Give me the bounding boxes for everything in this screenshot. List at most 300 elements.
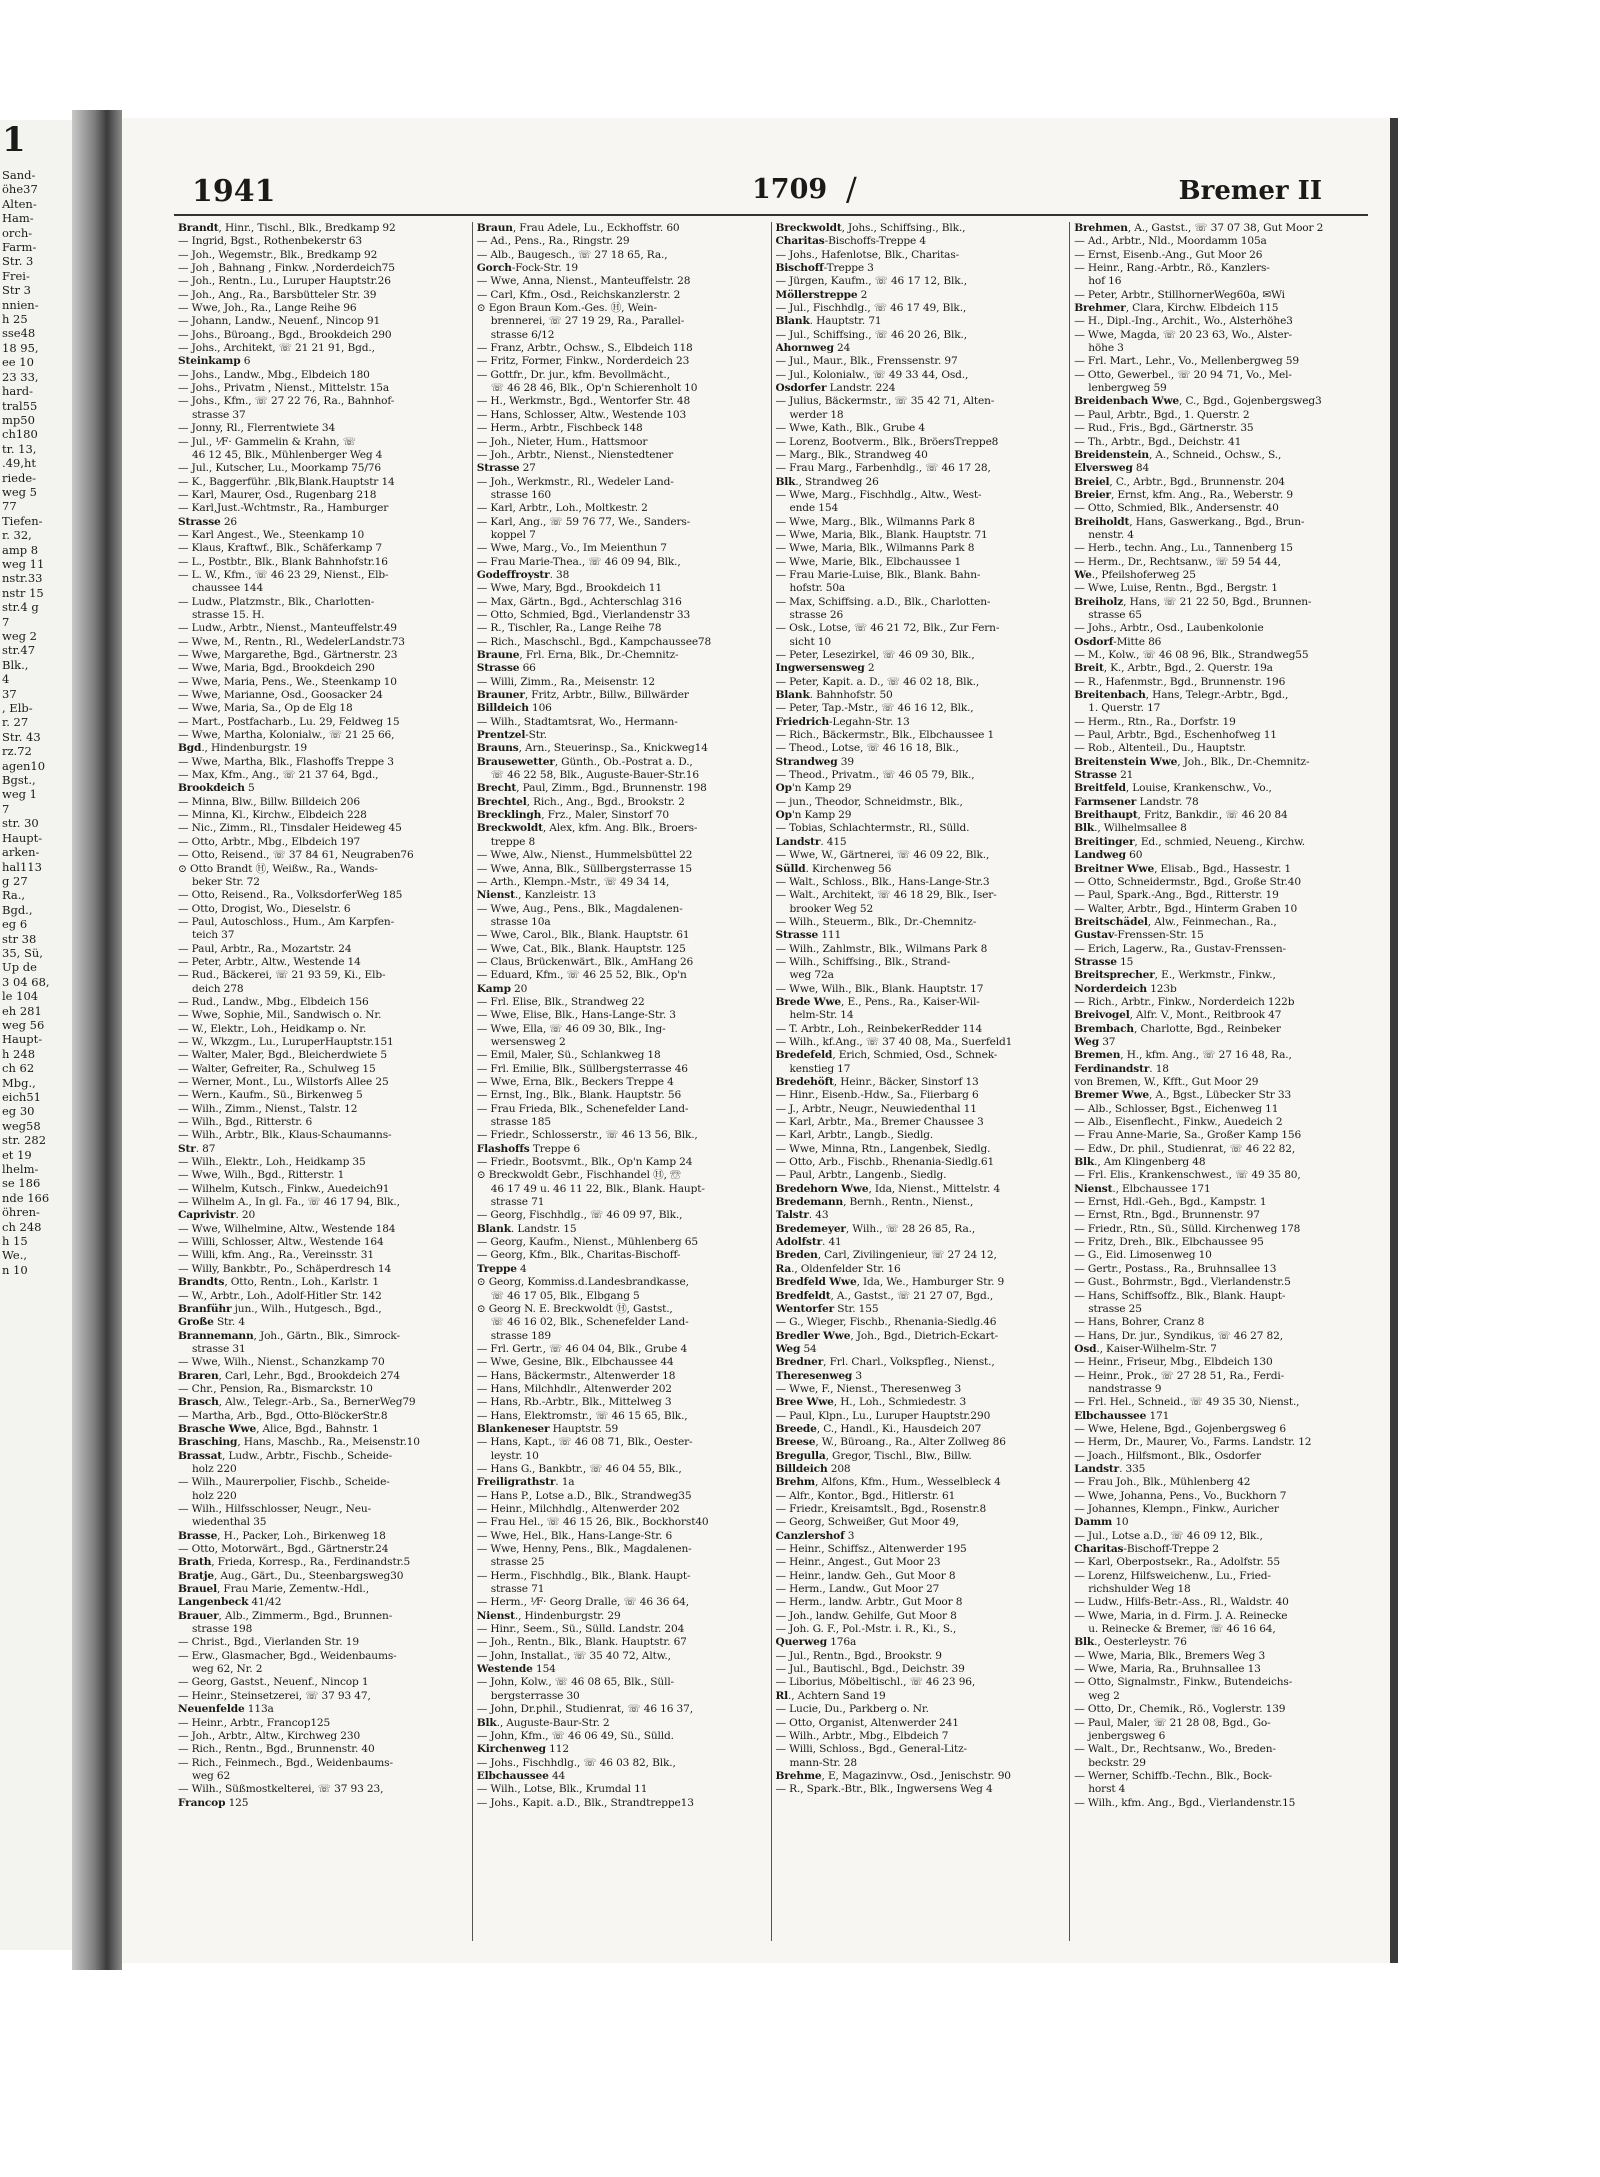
directory-entry: Bredemeyer, Wilh., ☏ 28 26 85, Ra., [775, 1222, 976, 1235]
directory-entry: Breidenbach Wwe, C., Bgd., Gojenbergsweg3 [1074, 395, 1322, 408]
directory-entry: — Ernst, Hdl.-Geh., Bgd., Kampstr. 1 [1074, 1196, 1267, 1209]
directory-entry: — Paul, Arbtr., Ra., Mozartstr. 24 [178, 942, 352, 955]
directory-entry: Breckwoldt, Alex, kfm. Ang. Blk., Broers- [476, 822, 698, 835]
prev-page-text: Tiefen- [2, 513, 43, 528]
directory-entry: — Joh., Ang., Ra., Barsbütteler Str. 39 [178, 288, 377, 301]
directory-entry: weg 62 [192, 1769, 231, 1782]
prev-page-text: 35, Sü, [2, 945, 43, 960]
directory-entry: Theresenweg 3 [775, 1369, 862, 1382]
directory-entry: — H., Werkmstr., Bgd., Wentorfer Str. 48 [476, 395, 691, 408]
directory-entry: — Hans, Rb.-Arbtr., Blk., Mittelweg 3 [476, 1396, 672, 1409]
directory-entry: — Joh., Wegemstr., Blk., Bredkamp 92 [178, 248, 378, 261]
directory-entry: Elversweg 84 [1074, 462, 1150, 475]
prev-page-text: .49,ht [2, 456, 36, 471]
directory-entry: deich 278 [192, 982, 244, 995]
directory-entry: — Otto, Reisend., ☏ 37 84 61, Neugraben76 [178, 849, 414, 862]
directory-entry: Breitenbach, Hans, Telegr.-Arbtr., Bgd., [1074, 689, 1289, 702]
prev-page-text: Bgst., [2, 773, 36, 788]
directory-entry: — Peter, Arbtr., Altw., Westende 14 [178, 955, 361, 968]
directory-entry: — Wern., Kaufm., Sü., Birkenweg 5 [178, 1089, 363, 1102]
prev-page-text: weg58 [2, 1118, 41, 1133]
directory-entry: — John, Kolw., ☏ 46 08 65, Blk., Süll- [476, 1676, 674, 1689]
directory-entry: Bischoff-Treppe 3 [775, 262, 874, 275]
prev-page-text: amp 8 [2, 542, 39, 557]
directory-entry: — Joh., Nieter, Hum., Hattsmoor [476, 435, 648, 448]
directory-entry: — Wilh., Arbtr., Mbg., Elbdeich 7 [775, 1729, 949, 1742]
prev-page-text: orch- [2, 225, 33, 240]
directory-entry: Landweg 60 [1074, 849, 1143, 862]
directory-entry: — Wwe, Wilh., Bgd., Ritterstr. 1 [178, 1169, 345, 1182]
directory-entry: — John, Kfm., ☏ 46 06 49, Sü., Sülld. [476, 1729, 674, 1742]
directory-entry: Breidenstein, A., Schneid., Ochsw., S., [1074, 448, 1282, 461]
directory-entry: Op'n Kamp 29 [775, 782, 852, 795]
directory-entry: — Peter, Kapit. a. D., ☏ 46 02 18, Blk., [775, 675, 980, 688]
directory-entry: — Hinr., Eisenb.-Hdw., Sa., Fiierbarg 6 [775, 1089, 979, 1102]
directory-entry: Braren, Carl, Lehr., Bgd., Brookdeich 274 [178, 1369, 401, 1382]
directory-entry: — Julius, Bäckermstr., ☏ 35 42 71, Alten- [775, 395, 995, 408]
directory-entry: — Jul., Schiffsing., ☏ 46 20 26, Blk., [775, 328, 967, 341]
directory-entry: Brehm, Alfons, Kfm., Hum., Wesselbleck 4 [775, 1476, 1001, 1489]
directory-entry: 46 17 49 u. 46 11 22, Blk., Blank. Haupt- [490, 1182, 705, 1195]
directory-entry: Bremer Wwe, A., Bgst., Lübecker Str 33 [1074, 1089, 1292, 1102]
directory-entry: kenstieg 17 [789, 1062, 851, 1075]
prev-page-text: ee 10 [2, 355, 34, 370]
prev-page-text: hal113 [2, 859, 42, 874]
directory-entry: Ra., Oldenfelder Str. 16 [775, 1262, 901, 1275]
directory-entry: — Wwe, Margarethe, Bgd., Gärtnerstr. 23 [178, 649, 398, 661]
directory-entry: — Friedr., Bootsvmt., Blk., Op'n Kamp 24 [476, 1156, 693, 1169]
directory-entry: — Otto, Gewerbel., ☏ 20 94 71, Vo., Mel- [1074, 368, 1292, 381]
directory-entry: — Theod., Privatm., ☏ 46 05 79, Blk., [775, 769, 975, 782]
directory-entry: Prentzel-Str. [476, 729, 547, 742]
directory-entry: — Herm., Dr., Rechtsanw., ☏ 59 54 44, [1074, 555, 1281, 568]
directory-entry: — Otto, Arbtr., Mbg., Elbdeich 197 [178, 835, 361, 848]
directory-entry: Brauer, Alb., Zimmerm., Bgd., Brunnen- [178, 1609, 393, 1622]
directory-entry: — Osk., Lotse, ☏ 46 21 72, Blk., Zur Fern- [775, 622, 1000, 635]
directory-entry: strasse 25 [490, 1556, 545, 1569]
directory-entry: Weg 54 [775, 1342, 817, 1355]
directory-entry: u. Reinecke & Bremer, ☏ 46 16 64, [1088, 1623, 1276, 1636]
directory-entry: — Willi, kfm. Ang., Ra., Vereinsstr. 31 [178, 1249, 374, 1262]
directory-entry: — W., Arbtr., Loh., Adolf-Hitler Str. 142 [178, 1289, 382, 1302]
directory-entry: — R., Hafenmstr., Bgd., Brunnenstr. 196 [1074, 675, 1286, 688]
directory-entry: holz 220 [192, 1489, 237, 1502]
prev-page-text: mp50 [2, 412, 35, 427]
directory-entry: — Christ., Bgd., Vierlanden Str. 19 [178, 1636, 359, 1649]
directory-entry: — Ernst, Rtn., Bgd., Brunnenstr. 97 [1074, 1209, 1260, 1222]
prev-page-text: str.47 [2, 643, 36, 658]
directory-entry: strasse 65 [1088, 608, 1142, 621]
directory-entry: — Frau Marie-Thea., ☏ 46 09 94, Blk., [476, 555, 681, 568]
directory-entry: — Joh. G. F., Pol.-Mstr. i. R., Ki., S., [775, 1623, 957, 1636]
directory-entry: mann-Str. 28 [789, 1756, 857, 1769]
directory-entry: — Wwe, Marg., Fischhdlg., Altw., West- [775, 488, 982, 501]
directory-entry: ⊙ Otto Brandt Ⓗ, Weißw., Ra., Wands- [178, 862, 378, 875]
directory-entry: — Wwe, Martha, Kolonialw., ☏ 21 25 66, [178, 729, 395, 742]
directory-entry: — Frl. Elise, Blk., Strandweg 22 [476, 995, 645, 1008]
directory-entry: Talstr. 43 [775, 1209, 829, 1222]
directory-entry: — W., Elektr., Loh., Heidkamp o. Nr. [178, 1022, 367, 1035]
directory-entry: — Georg, Kfm., Blk., Charitas-Bischoff- [476, 1249, 681, 1262]
directory-entry: — Wwe, Erna, Blk., Beckers Treppe 4 [476, 1076, 674, 1088]
directory-entry: — Rob., Altenteil., Du., Hauptstr. [1074, 742, 1246, 755]
directory-entry: Breede, C., Handl., Ki., Hausdeich 207 [775, 1422, 982, 1435]
directory-entry: — Wwe, Maria, Blk., Blank. Hauptstr. 71 [775, 528, 988, 541]
directory-entry: — Ad., Pens., Ra., Ringstr. 29 [476, 235, 630, 248]
header-rule [174, 214, 1368, 216]
directory-entry: — Frl. Mart., Lehr., Vo., Mellenbergweg 59 [1074, 355, 1299, 368]
prev-page-text: Str. 3 [2, 254, 34, 269]
directory-entry: Blank. Landstr. 15 [476, 1222, 577, 1235]
directory-entry: — Alb., Baugesch., ☏ 27 18 65, Ra., [476, 248, 668, 261]
directory-entry: — Frau Joh., Blk., Mühlenberg 42 [1074, 1476, 1251, 1489]
directory-entry: — Rud., Landw., Mbg., Elbdeich 156 [178, 995, 369, 1008]
page-header [192, 170, 1350, 218]
directory-entry: — Friedr., Schlosserstr., ☏ 46 13 56, Blk., [476, 1129, 698, 1142]
prev-page-text: Str 3 [2, 283, 31, 298]
directory-entry: — Wwe, Marg., Blk., Wilmanns Park 8 [775, 515, 975, 528]
directory-entry: — Rud., Bäckerei, ☏ 21 93 59, Ki., Elb- [178, 969, 386, 982]
directory-entry: von Bremen, W., Kfft., Gut Moor 29 [1074, 1076, 1259, 1088]
previous-page-fragment [0, 120, 73, 1950]
prev-page-text: 7 [2, 614, 10, 629]
prev-page-text: 77 [2, 499, 17, 514]
directory-entry: Breitfeld, Louise, Krankenschw., Vo., [1074, 782, 1272, 795]
prev-page-text: Ra., [2, 888, 26, 903]
directory-entry: — Johs., Architekt, ☏ 21 21 91, Bgd., [178, 342, 375, 355]
directory-entry: — Jürgen, Kaufm., ☏ 46 17 12, Blk., [775, 275, 967, 288]
directory-entry: — Herb., techn. Ang., Lu., Tannenberg 15 [1074, 542, 1293, 555]
directory-entry: — Johs., Hafenlotse, Blk., Charitas- [775, 248, 960, 261]
directory-entry: — Claus, Brückenwärt., Blk., AmHang 26 [476, 955, 694, 968]
directory-entry: wersensweg 2 [490, 1035, 566, 1048]
prev-page-text: Haupt- [2, 1032, 43, 1047]
directory-entry: — Ingrid, Bgst., Rothenbekerstr 63 [178, 235, 362, 248]
prev-page-text: et 19 [2, 1147, 32, 1162]
directory-entry: strasse 25 [1088, 1302, 1142, 1315]
directory-entry: Braune, Frl. Erna, Blk., Dr.-Chemnitz- [476, 649, 679, 661]
directory-entry: — Johs., Arbtr., Osd., Laubenkolonie [1074, 622, 1264, 635]
directory-entry: — Wwe, Carol., Blk., Blank. Hauptstr. 61 [476, 929, 690, 942]
directory-entry: — Wilhelm, Kutsch., Finkw., Auedeich91 [178, 1182, 390, 1195]
directory-entry: Blank. Bahnhofstr. 50 [775, 689, 893, 702]
directory-entry: brennerei, ☏ 27 19 29, Ra., Parallel- [490, 315, 685, 328]
directory-entry: Brasch, Alw., Telegr.-Arb., Sa., BernerWeg79 [178, 1396, 416, 1409]
prev-page-text: Ham- [2, 211, 34, 226]
directory-entry: Landstr. 335 [1074, 1462, 1146, 1475]
directory-entry: — Joh , Bahnang , Finkw. ,Norderdeich75 [178, 262, 395, 275]
directory-entry: Breivogel, Alfr. V., Mont., Reitbrook 47 [1074, 1009, 1282, 1022]
directory-entry: Bredemann, Bernh., Rentn., Nienst., [775, 1196, 974, 1209]
directory-entry: Nienst., Hindenburgstr. 29 [476, 1609, 621, 1622]
directory-entry: — Karl, Oberpostsekr., Ra., Adolfstr. 55 [1074, 1556, 1280, 1569]
directory-entry: — John, Installat., ☏ 35 40 72, Altw., [476, 1649, 671, 1662]
directory-entry: Strasse 111 [775, 929, 842, 942]
directory-entry: — Ludw., Hilfs-Betr.-Ass., Rl., Waldstr. 40 [1074, 1596, 1289, 1609]
directory-entry: — Hans, Schlosser, Altw., Westende 103 [476, 408, 687, 421]
directory-entry: Gorch-Fock-Str. 19 [476, 262, 579, 275]
directory-entry: — Wwe, Marianne, Osd., Goosacker 24 [178, 689, 383, 702]
directory-entry: — Wwe, Anna, Nienst., Manteuffelstr. 28 [476, 275, 691, 288]
directory-entry: — Georg, Schweißer, Gut Moor 49, [775, 1516, 959, 1529]
directory-entry: — Johs., Kapit. a.D., Blk., Strandtreppe13 [476, 1796, 694, 1809]
directory-entry: — Joh., Arbtr., Nienst., Nienstedtener [476, 448, 674, 461]
directory-entry: brooker Weg 52 [789, 902, 874, 915]
directory-entry: — Heinr., Friseur, Mbg., Elbdeich 130 [1074, 1356, 1273, 1369]
directory-entry: ☏ 46 28 46, Blk., Op'n Schierenholt 10 [490, 382, 698, 395]
directory-entry: Billdeich 208 [775, 1462, 851, 1475]
prev-page-text: nde 166 [2, 1190, 50, 1205]
directory-entry: — Hans, Bäckermstr., Altenwerder 18 [476, 1369, 676, 1382]
directory-entry: — Georg, Kaufm., Nienst., Mühlenberg 65 [476, 1236, 698, 1249]
directory-entry: — Wilh., Zahlmstr., Blk., Wilmans Park 8 [775, 942, 988, 955]
directory-entry: Caprivistr. 20 [178, 1209, 256, 1222]
prev-page-text: ch 248 [2, 1219, 42, 1234]
directory-entry: — Wwe, Luise, Rentn., Bgd., Bergstr. 1 [1074, 582, 1278, 595]
directory-entry: — Rud., Fris., Bgd., Gärtnerstr. 35 [1074, 422, 1254, 435]
directory-entry: — Otto, Organist, Altenwerder 241 [775, 1716, 959, 1729]
directory-entry: — Karl Angest., We., Steenkamp 10 [178, 528, 365, 541]
directory-entry: — Wwe, Mary, Bgd., Brookdeich 11 [476, 582, 662, 595]
directory-entry: — Wilh., Arbtr., Blk., Klaus-Schaumanns- [178, 1129, 392, 1142]
directory-entry: Brehmen, A., Gastst., ☏ 37 07 38, Gut Moor 2 [1074, 222, 1324, 234]
directory-entry: Breden, Carl, Zivilingenieur, ☏ 27 24 12, [775, 1249, 997, 1262]
directory-entry: Brandt, Hinr., Tischl., Blk., Bredkamp 92 [178, 222, 396, 234]
directory-entry: — Wilh., Lotse, Blk., Krumdal 11 [476, 1783, 648, 1796]
directory-entry: — Tobias, Schlachtermstr., Rl., Sülld. [775, 822, 970, 835]
prev-page-text: str 38 [2, 931, 37, 946]
directory-entry: nandstrasse 9 [1088, 1382, 1162, 1395]
directory-entry: — Hans G., Bankbtr., ☏ 46 04 55, Blk., [476, 1462, 682, 1475]
directory-entry: — R., Spark.-Btr., Blk., Ingwersens Weg 4 [775, 1783, 993, 1796]
directory-entry: — Heinr., Prok., ☏ 27 28 51, Ra., Ferdi- [1074, 1369, 1285, 1382]
directory-entry: — Wilh., Schiffsing., Blk., Strand- [775, 955, 951, 968]
directory-entry: Bredehöft, Heinr., Bäcker, Sinstorf 13 [775, 1076, 979, 1088]
directory-entry: — Frau Anne-Marie, Sa., Großer Kamp 156 [1074, 1129, 1302, 1142]
directory-entry: Steinkamp 6 [178, 355, 251, 368]
directory-entry: — Jul., ⅟F· Gammelin & Krahn, ☏ [178, 435, 356, 448]
prev-page-text: nstr.33 [2, 571, 43, 586]
directory-entry: — Johannes, Klempn., Finkw., Auricher [1074, 1503, 1279, 1515]
directory-entry: Blk., Oesterleystr. 76 [1074, 1636, 1187, 1649]
directory-entry: — Wwe, Sophie, Mil., Sandwisch o. Nr. [178, 1009, 382, 1022]
directory-entry: Bredler Wwe, Joh., Bgd., Dietrich-Eckart- [775, 1329, 999, 1342]
directory-entry: — Hans, Kapt., ☏ 46 08 71, Blk., Oester- [476, 1436, 693, 1449]
directory-entry: — Paul, Autoschloss., Hum., Am Karpfen- [178, 915, 395, 928]
directory-entry: strasse 15. H. [192, 608, 265, 621]
directory-entry: — Franz, Arbtr., Ochsw., S., Elbdeich 118 [476, 342, 693, 355]
directory-entry: — Wilh., Süßmostkelterei, ☏ 37 93 23, [178, 1783, 384, 1796]
directory-entry: Ingwersensweg 2 [775, 662, 875, 675]
directory-entry: — Johs., Büroang., Bgd., Brookdeich 290 [178, 328, 392, 341]
directory-entry: wiedenthal 35 [192, 1516, 267, 1529]
directory-entry: Strasse 26 [178, 515, 238, 528]
directory-entry: Breiholdt, Hans, Gaswerkang., Bgd., Brun- [1074, 515, 1305, 528]
prev-page-text: 37 [2, 686, 17, 701]
prev-page-text: , Elb- [2, 701, 33, 716]
directory-entry: Bremen, H., kfm. Ang., ☏ 27 16 48, Ra., [1074, 1049, 1292, 1062]
directory-entry: — Wwe, Anna, Blk., Süllbergsterrasse 15 [476, 862, 693, 875]
prev-page-text: weg 56 [2, 1017, 45, 1032]
prev-page-text: weg 11 [2, 556, 45, 571]
directory-entry: Godeffroystr. 38 [476, 568, 570, 581]
directory-entry: — Werner, Mont., Lu., Wilstorfs Allee 25 [178, 1076, 389, 1088]
directory-entry: treppe 8 [490, 835, 536, 848]
directory-entry: — Paul, Arbtr., Bgd., 1. Querstr. 2 [1074, 408, 1250, 421]
directory-entry: strasse 189 [490, 1329, 551, 1342]
directory-entry: weg 62, Nr. 2 [192, 1663, 263, 1676]
directory-entry: — Hans, Schiffsoffz., Blk., Blank. Haupt- [1074, 1289, 1286, 1302]
prev-page-text: hard- [2, 384, 34, 399]
directory-entry: — Jul., Fischhdlg., ☏ 46 17 49, Blk., [775, 302, 967, 315]
prev-page-text: ch 62 [2, 1061, 35, 1076]
directory-entry: ☏ 46 17 05, Blk., Elbgang 5 [490, 1289, 640, 1302]
directory-entry: — Otto, Drogist, Wo., Dieselstr. 6 [178, 902, 351, 915]
directory-entry: 1. Querstr. 17 [1088, 702, 1161, 715]
directory-entry: — Walt., Schloss., Blk., Hans-Lange-Str.3 [775, 875, 990, 888]
directory-entry: — Wilh., Bgd., Ritterstr. 6 [178, 1116, 313, 1129]
directory-entry: — Herm., Landw., Gut Moor 27 [775, 1583, 940, 1596]
directory-entry: — Joh., Arbtr., Altw., Kirchweg 230 [178, 1729, 361, 1742]
directory-entry: horst 4 [1088, 1783, 1126, 1796]
directory-entry: Branführ jun., Wilh., Hutgesch., Bgd., [178, 1302, 382, 1315]
prev-page-text: n 10 [2, 1262, 28, 1277]
directory-entry: Kirchenweg 112 [476, 1743, 569, 1756]
directory-entry: — Heinr., Milchhdlg., Altenwerder 202 [476, 1503, 680, 1515]
directory-entry: — Minna, Kl., Kirchw., Elbdeich 228 [178, 809, 367, 822]
directory-entry: — Alb., Schlosser, Bgst., Eichenweg 11 [1074, 1102, 1279, 1115]
directory-entry: — Wwe, W., Gärtnerei, ☏ 46 09 22, Blk., [775, 849, 990, 862]
directory-entry: — Karl, Arbtr., Ma., Bremer Chaussee 3 [775, 1116, 984, 1129]
directory-entry: — Frau Hel., ☏ 46 15 26, Blk., Bockhorst40 [476, 1516, 709, 1529]
prev-page-text: h 15 [2, 1234, 28, 1249]
directory-entry: ende 154 [789, 502, 839, 515]
directory-entry: — Karl, Arbtr., Langb., Siedlg. [775, 1129, 934, 1142]
directory-entry: — Otto, Schmied, Bgd., Vierlandenstr 33 [476, 608, 691, 621]
directory-entry: Brauner, Fritz, Arbtr., Billw., Billwärder [476, 689, 689, 702]
prev-page-text: Alten- [2, 196, 37, 211]
directory-entry: Ahornweg 24 [775, 342, 851, 355]
directory-entry: jenbergsweg 6 [1088, 1729, 1166, 1742]
directory-entry: Brauel, Frau Marie, Zementw.-Hdl., [178, 1583, 369, 1596]
prev-page-text: se 186 [2, 1176, 41, 1191]
directory-entry: — Frl. Hel., Schneid., ☏ 49 35 30, Nienst., [1074, 1396, 1300, 1409]
directory-entry: — Emil, Maler, Sü., Schlankweg 18 [476, 1049, 661, 1062]
directory-entry: Breit, K., Arbtr., Bgd., 2. Querstr. 19a [1074, 662, 1273, 675]
directory-entry: — Herm., Arbtr., Fischbeck 148 [476, 422, 643, 435]
directory-entry: — Hans, Bohrer, Cranz 8 [1074, 1316, 1205, 1329]
directory-entry: — K., Baggerführ. ,Blk,Blank.Hauptstr 14 [178, 475, 395, 488]
directory-entry: — John, Dr.phil., Studienrat, ☏ 46 16 37, [476, 1703, 693, 1716]
directory-entry: höhe 3 [1088, 342, 1124, 355]
directory-entry: — H., Dipl.-Ing., Archit., Wo., Alsterhöhe3 [1074, 315, 1293, 328]
directory-entry: strasse 71 [490, 1196, 545, 1209]
directory-entry: — Frl. Emilie, Blk., Süllbergsterrasse 46 [476, 1062, 688, 1075]
directory-entry: Brandts, Otto, Rentn., Loh., Karlstr. 1 [178, 1276, 379, 1289]
directory-entry: — Erich, Lagerw., Ra., Gustav-Frenssen- [1074, 942, 1286, 955]
directory-entry: — Wwe, Alw., Nienst., Hummelsbüttel 22 [476, 849, 693, 862]
directory-entry: richshulder Weg 18 [1088, 1583, 1191, 1596]
directory-entry: Elbchaussee 171 [1074, 1409, 1170, 1422]
directory-entry: — Paul, Arbtr., Langenb., Siedlg. [775, 1169, 947, 1182]
prev-page-text: le 104 [2, 989, 39, 1004]
prev-page-text: 23 33, [2, 369, 39, 384]
directory-entry: Strasse 27 [476, 462, 536, 475]
directory-entry: — M., Kolw., ☏ 46 08 96, Blk., Strandweg55 [1074, 649, 1309, 661]
directory-entry: Brasche Wwe, Alice, Bgd., Bahnstr. 1 [178, 1422, 379, 1435]
directory-entry: Breitsprecher, E., Werkmstr., Finkw., [1074, 969, 1276, 982]
directory-entry: — Otto, Signalmstr., Finkw., Butendeichs- [1074, 1676, 1293, 1689]
directory-entry: Nienst., Elbchaussee 171 [1074, 1182, 1211, 1195]
directory-entry: Charitas-Bischoffs-Treppe 4 [775, 235, 926, 248]
prev-page-text: eh 281 [2, 1003, 42, 1018]
directory-entry: Bredner, Frl. Charl., Volkspfleg., Nienst., [775, 1356, 995, 1369]
prev-page-text: eich51 [2, 1090, 41, 1104]
directory-entry: Weg 37 [1074, 1035, 1116, 1048]
prev-page-text: arken- [2, 845, 40, 860]
directory-entry: Freiligrathstr. 1a [476, 1476, 575, 1489]
directory-entry: Braun, Frau Adele, Lu., Eckhoffstr. 60 [476, 222, 680, 234]
directory-entry: — Gust., Bohrmstr., Bgd., Vierlandenstr.5 [1074, 1276, 1291, 1289]
directory-entry: Nienst., Kanzleistr. 13 [476, 889, 596, 902]
directory-entry: — Wwe, Wilh., Blk., Blank. Hauptstr. 17 [775, 982, 984, 995]
directory-entry: strasse 185 [490, 1116, 551, 1129]
directory-entry: — Wilh., Zimm., Nienst., Talstr. 12 [178, 1102, 358, 1115]
prev-page-text: r. 32, [2, 528, 32, 543]
prev-page-text: riede- [2, 470, 37, 485]
directory-entry: — Otto, Reisend., Ra., VolksdorferWeg 185 [178, 889, 403, 902]
directory-entry: ☏ 46 22 58, Blk., Auguste-Bauer-Str.16 [490, 769, 699, 782]
directory-entry: Blk., Auguste-Baur-Str. 2 [476, 1716, 610, 1729]
prev-page-text: Str. 43 [2, 729, 41, 744]
directory-entry: — Wwe, Elise, Blk., Hans-Lange-Str. 3 [476, 1009, 676, 1022]
directory-entry: — Otto, Arb., Fischb., Rhenania-Siedlg.61 [775, 1156, 995, 1169]
directory-entry: — Frau Frieda, Blk., Schenefelder Land- [476, 1102, 689, 1115]
directory-entry: strasse 6/12 [490, 328, 555, 341]
directory-entry: — Ludw., Platzmstr., Blk., Charlotten- [178, 595, 375, 608]
directory-entry: Blank. Hauptstr. 71 [775, 315, 882, 328]
directory-entry: — Minna, Blw., Billw. Billdeich 206 [178, 795, 360, 808]
directory-entry: — Jul., Kolonialw., ☏ 49 33 44, Osd., [775, 368, 969, 381]
directory-entry: — Theod., Lotse, ☏ 46 16 18, Blk., [775, 742, 959, 755]
prev-page-text: str. 30 [2, 816, 39, 831]
prev-page-text: str.4 g [2, 600, 39, 615]
prev-page-text: str. 282 [2, 1133, 47, 1148]
directory-entry: Elbchaussee 44 [476, 1769, 566, 1782]
directory-entry: hof 16 [1088, 275, 1122, 288]
directory-entry: strasse 10a [490, 915, 551, 928]
directory-entry: — Lucie, Du., Parkberg o. Nr. [775, 1703, 929, 1716]
directory-entry: Brookdeich 5 [178, 782, 255, 795]
directory-entry: — Heinr., Schiffsz., Altenwerder 195 [775, 1543, 967, 1556]
directory-entry: — Wwe, Johanna, Pens., Vo., Buckhorn 7 [1074, 1489, 1287, 1502]
directory-entry: — Wwe, Maria, Sa., Op de Elg 18 [178, 702, 353, 715]
directory-page [122, 118, 1398, 1963]
prev-page-text: Up de [2, 960, 37, 975]
directory-entry: Breitschädel, Alw., Feinmechan., Ra., [1074, 915, 1277, 928]
directory-entry: Breier, Ernst, kfm. Ang., Ra., Weberstr. 9 [1074, 488, 1293, 501]
directory-entry: — Heinr., Steinsetzerei, ☏ 37 93 47, [178, 1689, 371, 1702]
prev-page-text: agen10 [2, 758, 46, 773]
directory-entry: — Wilhelm A., In gl. Fa., ☏ 46 17 94, Blk., [178, 1196, 400, 1209]
directory-entry: — Hans, Milchhdlr., Altenwerder 202 [476, 1382, 672, 1395]
directory-entry: — Otto, Schmied, Blk., Andersenstr. 40 [1074, 502, 1279, 515]
directory-entry: — T. Arbtr., Loh., ReinbekerRedder 114 [775, 1022, 983, 1035]
directory-entry: — Paul, Klpn., Lu., Luruper Hauptstr.290 [775, 1409, 991, 1422]
directory-entry: — Johs., Landw., Mbg., Elbdeich 180 [178, 368, 370, 381]
directory-entry: Kamp 20 [476, 982, 528, 995]
directory-entry: weg 72a [789, 969, 834, 982]
